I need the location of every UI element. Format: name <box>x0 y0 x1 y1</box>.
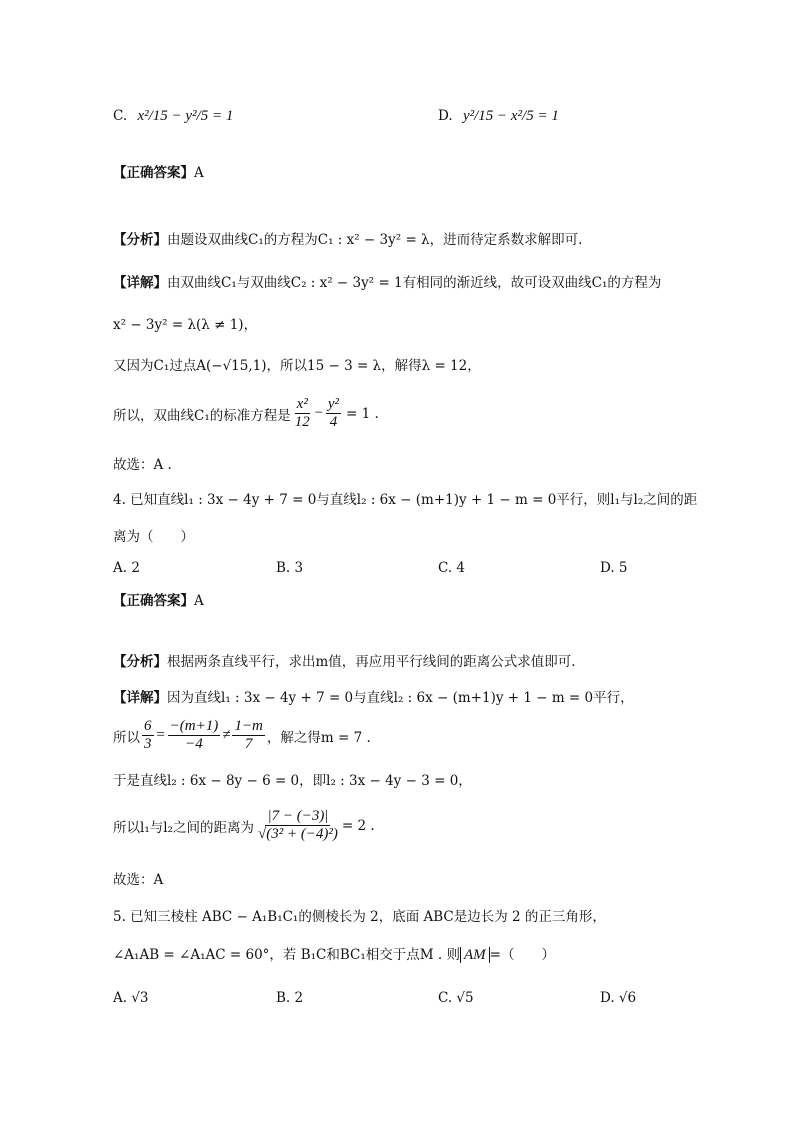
not-equal-sign: ≠ <box>222 727 231 743</box>
fraction-denominator: 4 <box>329 414 338 430</box>
q3-choose: 故选：A . <box>113 457 172 473</box>
fraction-numerator: |7 − (−3)| <box>267 808 329 824</box>
q4-option-d[interactable]: D. 5 <box>600 560 628 576</box>
analysis-tag: 【分析】 <box>113 654 167 670</box>
fraction-denominator: 3 <box>144 736 152 752</box>
q5-option-a[interactable]: A. √3 <box>113 990 149 1006</box>
q4-stem-line-2: 离为（ ） <box>113 529 194 545</box>
analysis-text: 根据两条直线平行，求出m值，再应用平行线间的距离公式求值即可. <box>167 654 576 670</box>
q4-detail-line-1 <box>113 688 634 708</box>
fraction <box>168 718 221 753</box>
answer-value: A <box>194 165 204 181</box>
answer-tag: 【正确答案】 <box>113 593 194 609</box>
vector-magnitude: AM <box>460 947 490 963</box>
detail-4-suffix: = 1 . <box>346 405 379 422</box>
analysis-text: 由题设双曲线C₁的方程为C₁ : x² − 3y² = λ，进而待定系数求解即可. <box>167 232 583 248</box>
detail-text: 因为直线l₁ : 3x − 4y + 7 = 0与直线l₂ : 6x − (m+1)y + 1 − m = 0平行， <box>167 690 634 706</box>
q5-option-d[interactable]: D. √6 <box>600 990 637 1006</box>
q3-option-c[interactable] <box>113 108 233 125</box>
fraction-denominator: 7 <box>244 736 253 752</box>
detail-2-prefix: 所以 <box>113 729 140 746</box>
fraction <box>142 718 154 753</box>
detail-2-suffix: ，解之得m = 7 . <box>266 729 371 746</box>
detail-tag: 【详解】 <box>113 690 167 706</box>
q4-detail-line-4 <box>113 808 375 843</box>
answer-value: A <box>194 593 204 609</box>
q5-stem-line-2 <box>113 945 555 965</box>
q3-analysis <box>113 230 582 250</box>
option-c-equation: x²/15 − y²/5 = 1 <box>137 108 234 124</box>
detail-4-suffix: = 2 . <box>341 817 375 834</box>
fraction <box>256 808 340 843</box>
option-label: D. <box>438 108 453 124</box>
q5-option-c[interactable]: C. √5 <box>438 990 474 1006</box>
fraction <box>232 718 264 753</box>
q4-stem-line-1: 4. 已知直线l₁ : 3x − 4y + 7 = 0与直线l₂ : 6x − (m+1)y + 1 − m = 0平行，则l₁与l₂之间的距 <box>113 492 698 508</box>
q4-option-c[interactable]: C. 4 <box>438 560 466 576</box>
fraction-numerator: x² <box>296 396 308 412</box>
q4-analysis <box>113 652 576 672</box>
stem-2-suffix: =（ ） <box>489 947 555 963</box>
q3-detail-line-4 <box>113 396 379 431</box>
q4-detail-line-2 <box>113 718 371 753</box>
q3-answer <box>113 163 204 183</box>
q4-answer <box>113 591 204 611</box>
fraction-denominator: 12 <box>294 414 310 430</box>
option-d-equation: y²/15 − x²/5 = 1 <box>462 108 559 124</box>
detail-tag: 【详解】 <box>113 275 167 291</box>
stem-2-text: ∠A₁AB = ∠A₁AC = 60°，若 B₁C和BC₁相交于点M . 则 <box>113 947 460 963</box>
q4-detail-line-3: 于是直线l₂ : 6x − 8y − 6 = 0，即l₂ : 3x − 4y − 3 = 0， <box>113 773 472 789</box>
fraction-numerator: 6 <box>144 718 152 734</box>
q3-detail-line-1 <box>113 273 661 293</box>
q3-detail-line-2: x² − 3y² = λ(λ ≠ 1)， <box>113 317 258 333</box>
fraction-numerator: −(m+1) <box>169 718 219 734</box>
fraction-numerator: 1−m <box>234 718 263 734</box>
q4-choose: 故选：A <box>113 872 164 888</box>
fraction <box>326 396 341 431</box>
q5-stem-line-1: 5. 已知三棱柱 ABC − A₁B₁C₁的侧棱长为 2，底面 ABC是边长为 2 的正三角形， <box>113 909 606 925</box>
analysis-tag: 【分析】 <box>113 232 167 248</box>
equals-sign: = <box>155 727 166 743</box>
fraction <box>293 396 312 431</box>
fraction-numerator: y² <box>327 396 340 412</box>
fraction-denominator: −4 <box>185 736 203 752</box>
fraction-denominator: √(3² + (−4)²) <box>257 826 338 842</box>
q5-option-b[interactable]: B. 2 <box>276 990 304 1006</box>
detail-text: 由双曲线C₁与双曲线C₂ : x² − 3y² = 1有相同的渐近线，故可设双曲线C₁的方程为 <box>167 275 662 291</box>
minus-sign: − <box>313 405 324 421</box>
q3-detail-line-3: 又因为C₁过点A(−√15,1)，所以15 − 3 = λ，解得λ = 12， <box>113 358 481 374</box>
detail-4-prefix: 所以，双曲线C₁的标准方程是 <box>113 407 291 424</box>
q4-option-b[interactable]: B. 3 <box>276 560 304 576</box>
option-label: C. <box>113 108 128 124</box>
detail-4-prefix: 所以l₁与l₂之间的距离为 <box>113 819 254 836</box>
q3-option-d[interactable] <box>438 108 559 125</box>
answer-tag: 【正确答案】 <box>113 165 194 181</box>
q4-option-a[interactable]: A. 2 <box>113 560 140 576</box>
